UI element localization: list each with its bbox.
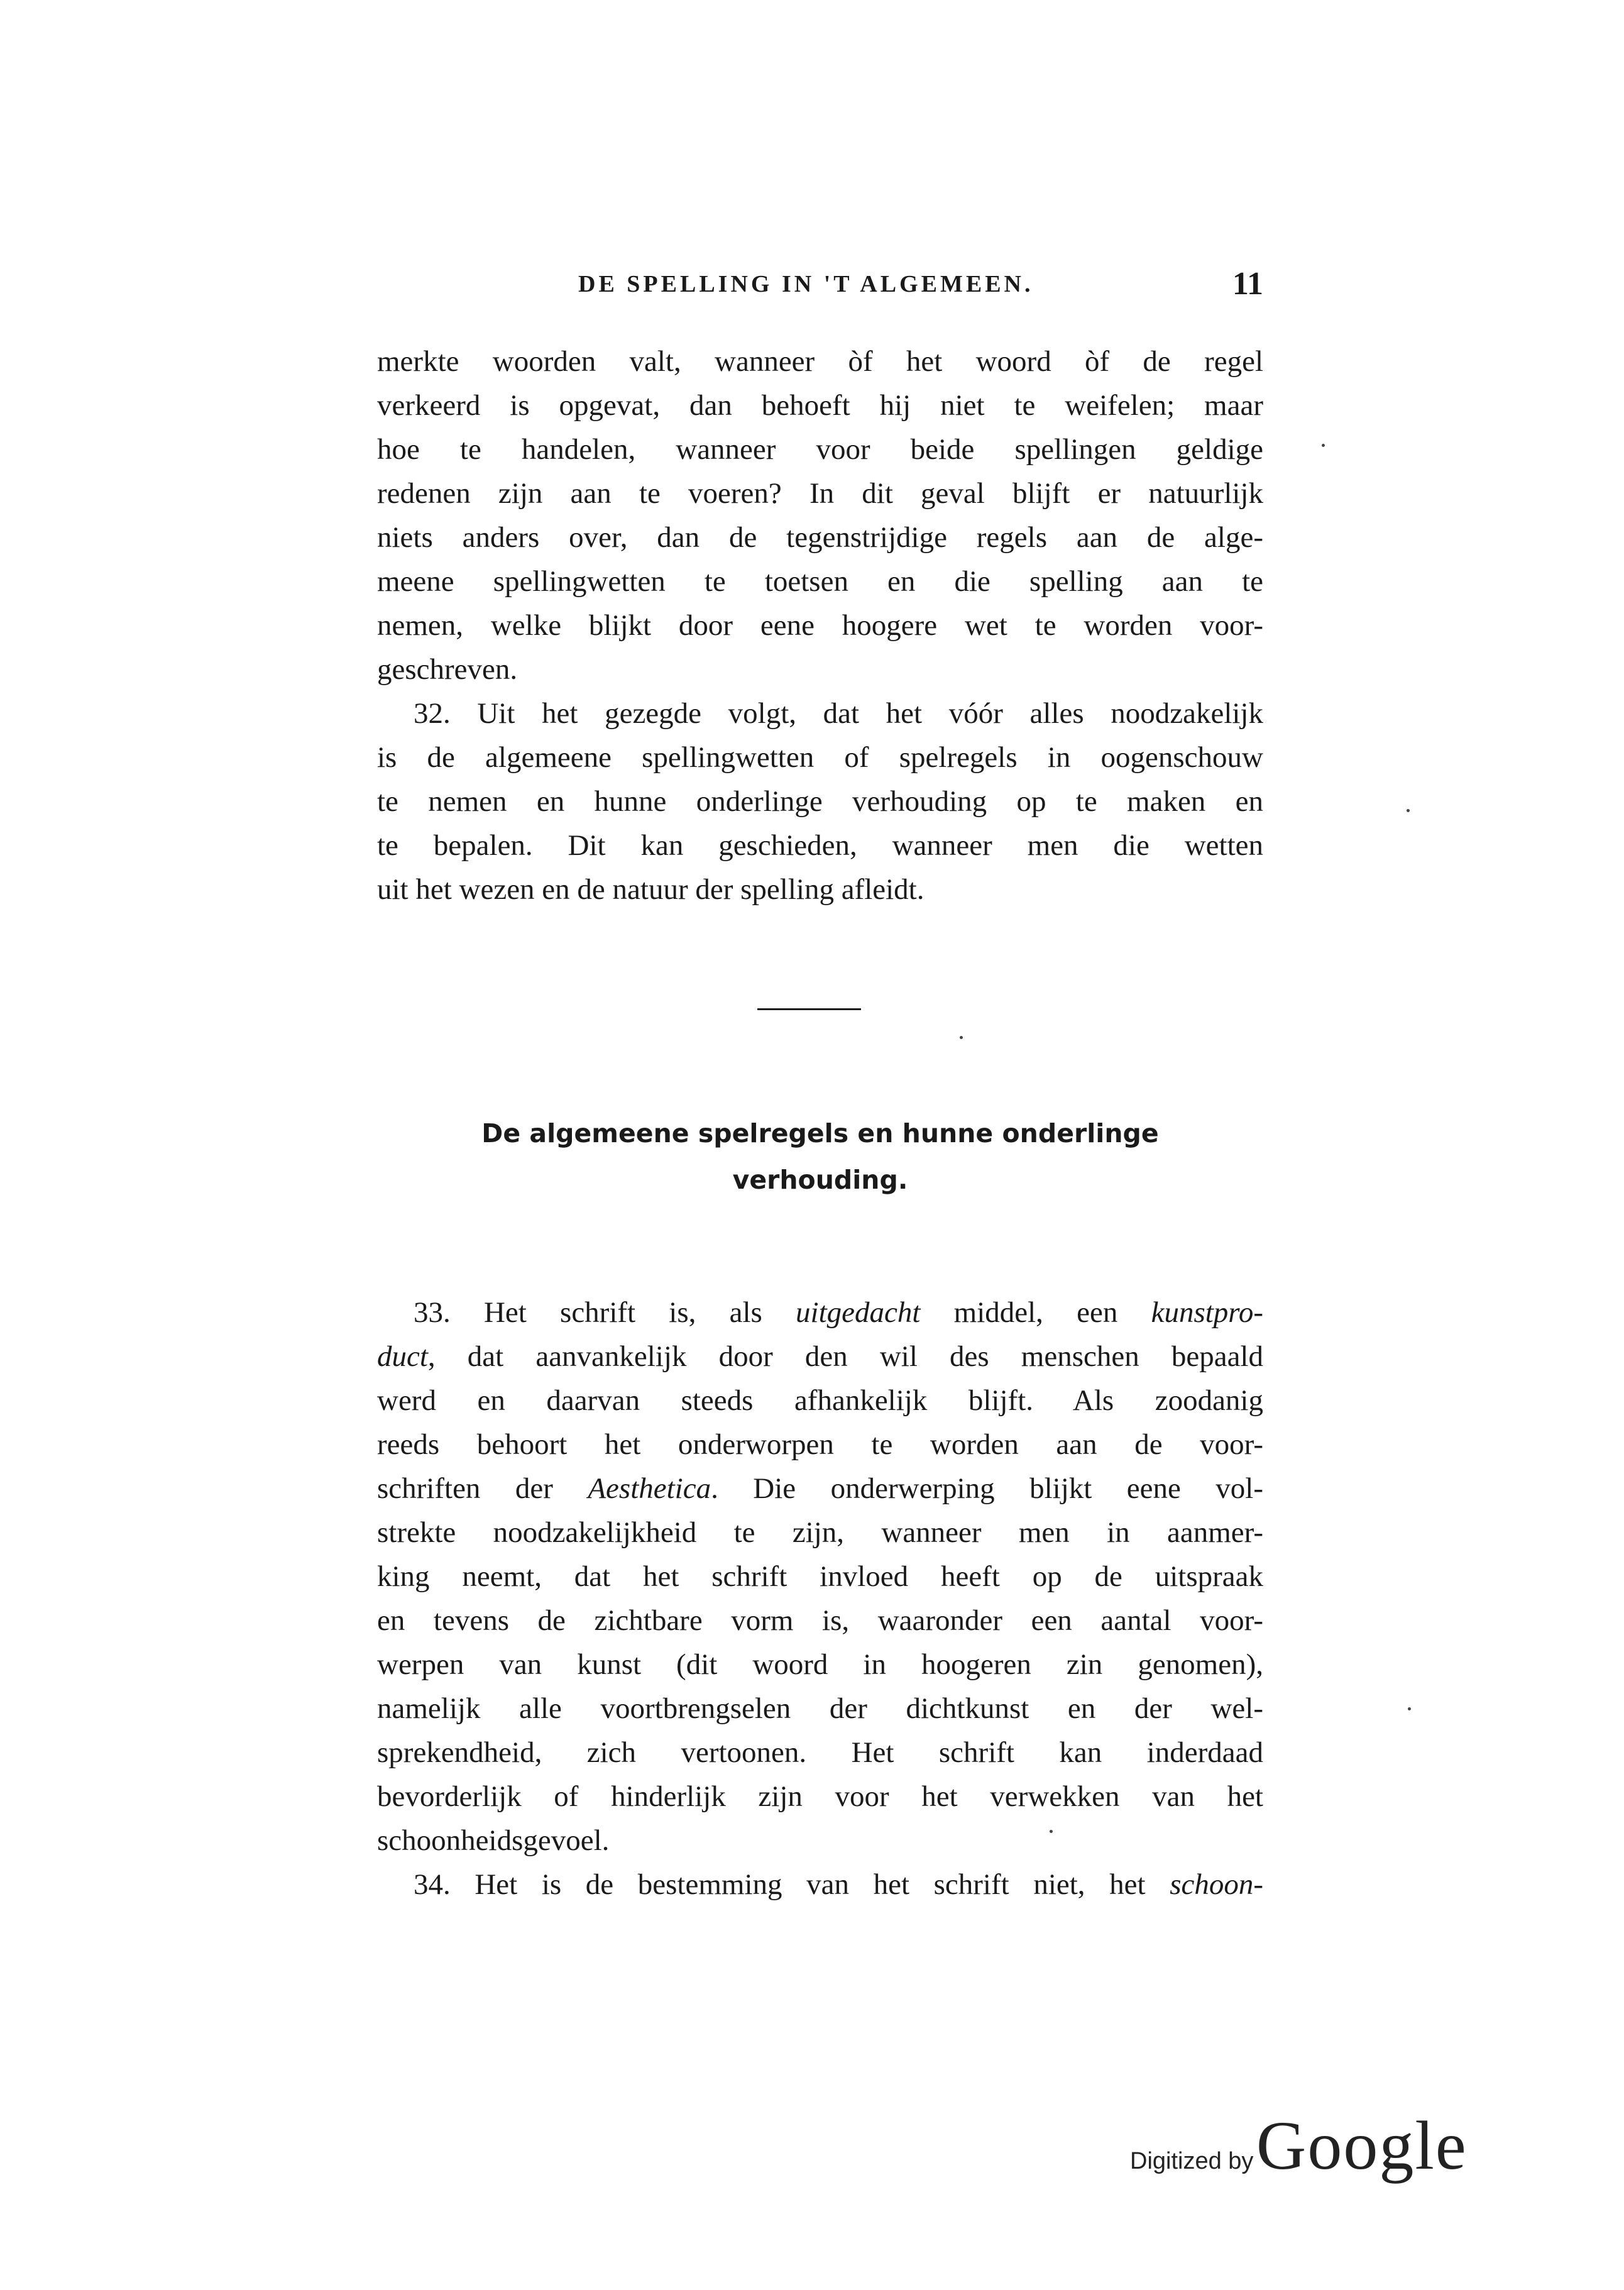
text-line: werd en daarvan steeds afhankelijk blijft. Als zoodanig (377, 1384, 1263, 1417)
scan-speck (1408, 1707, 1411, 1710)
scan-speck (1407, 809, 1410, 812)
paragraph-34-start (377, 1863, 1263, 1907)
text-line: bevorderlijk of hinderlijk zijn voor het verwekken van het (377, 1780, 1263, 1813)
running-head-title: DE SPELLING IN 'T ALGEMEEN. (578, 271, 1034, 297)
text-line: te nemen en hunne onderlinge verhouding op te maken en (377, 785, 1263, 818)
text-line: is de algemeene spellingwetten of spelregels in oogenschouw (377, 741, 1263, 774)
section-divider (757, 1008, 861, 1010)
text-line: schoonheidsgevoel. (377, 1824, 610, 1857)
section-heading (377, 1110, 1263, 1203)
italic-term: duct (377, 1340, 428, 1373)
text-run: . Die onderwerping blijkt eene vol- (711, 1472, 1263, 1505)
running-head (377, 266, 1263, 314)
italic-term: kunstpro- (1151, 1296, 1263, 1329)
text-line: niets anders over, dan de tegenstrijdige regels aan de alge- (377, 521, 1263, 554)
text-line: geschreven. (377, 653, 518, 686)
text-line: uit het wezen en de natuur der spelling afleidt. (377, 873, 924, 906)
italic-term: schoon- (1170, 1868, 1263, 1901)
scan-speck (1322, 444, 1325, 447)
paragraph-32-start: 32. Uit het gezegde volgt, dat het vóór alles noodzakelijk (414, 697, 1263, 730)
text-line: hoe te handelen, wanneer voor beide spellingen geldige (377, 433, 1263, 466)
text-line: verkeerd is opgevat, dan behoeft hij niet te weifelen; maar (377, 389, 1263, 422)
text-run: 33. Het schrift is, als (414, 1296, 796, 1329)
text-line: king neemt, dat het schrift invloed heeft op de uitspraak (377, 1560, 1263, 1593)
text-line: merkte woorden valt, wanneer òf het woord òf de regel (377, 345, 1263, 378)
text-line: reeds behoort het onderworpen te worden aan de voor- (377, 1428, 1263, 1461)
paragraph-33 (377, 1291, 1263, 1907)
scan-speck (960, 1036, 963, 1039)
text-line (377, 1467, 1263, 1511)
text-line: namelijk alle voortbrengselen der dichtkunst en der wel- (377, 1692, 1263, 1725)
heading-line-1: De algemeene spelregels en hunne onderlinge (481, 1118, 1159, 1148)
google-logo: Google (1256, 2107, 1468, 2184)
italic-term: Aesthetica (588, 1472, 711, 1505)
watermark-prefix: Digitized by (1130, 2148, 1254, 2174)
paragraph-continued (377, 339, 1263, 911)
text-line: meene spellingwetten te toetsen en die spelling aan te (377, 565, 1263, 598)
text-line (377, 1291, 1263, 1335)
italic-term: uitgedacht (796, 1296, 921, 1329)
text-run: schriften der (377, 1472, 588, 1505)
text-line: strekte noodzakelijkheid te zijn, wanneer men in aanmer- (377, 1516, 1263, 1549)
page-number: 11 (1232, 266, 1263, 302)
text-line: en tevens de zichtbare vorm is, waaronder een aantal voor- (377, 1604, 1263, 1637)
heading-line-2: verhouding. (732, 1165, 908, 1195)
text-run: middel, een (920, 1296, 1151, 1329)
text-line: nemen, welke blijkt door eene hoogere wet te worden voor- (377, 609, 1263, 642)
text-run: 34. Het is de bestemming van het schrift niet, het (414, 1868, 1170, 1901)
text-line: redenen zijn aan te voeren? In dit geval blijft er natuurlijk (377, 477, 1263, 510)
text-line (377, 1335, 1263, 1379)
text-line: werpen van kunst (dit woord in hoogeren zin genomen), (377, 1648, 1263, 1681)
digitized-by-google-watermark (1130, 2106, 1468, 2184)
text-line: sprekendheid, zich vertoonen. Het schrift kan inderdaad (377, 1736, 1263, 1769)
scan-speck (1050, 1830, 1053, 1833)
text-line: te bepalen. Dit kan geschieden, wanneer men die wetten (377, 829, 1263, 862)
text-run: , dat aanvankelijk door den wil des menschen bepaald (427, 1340, 1263, 1373)
